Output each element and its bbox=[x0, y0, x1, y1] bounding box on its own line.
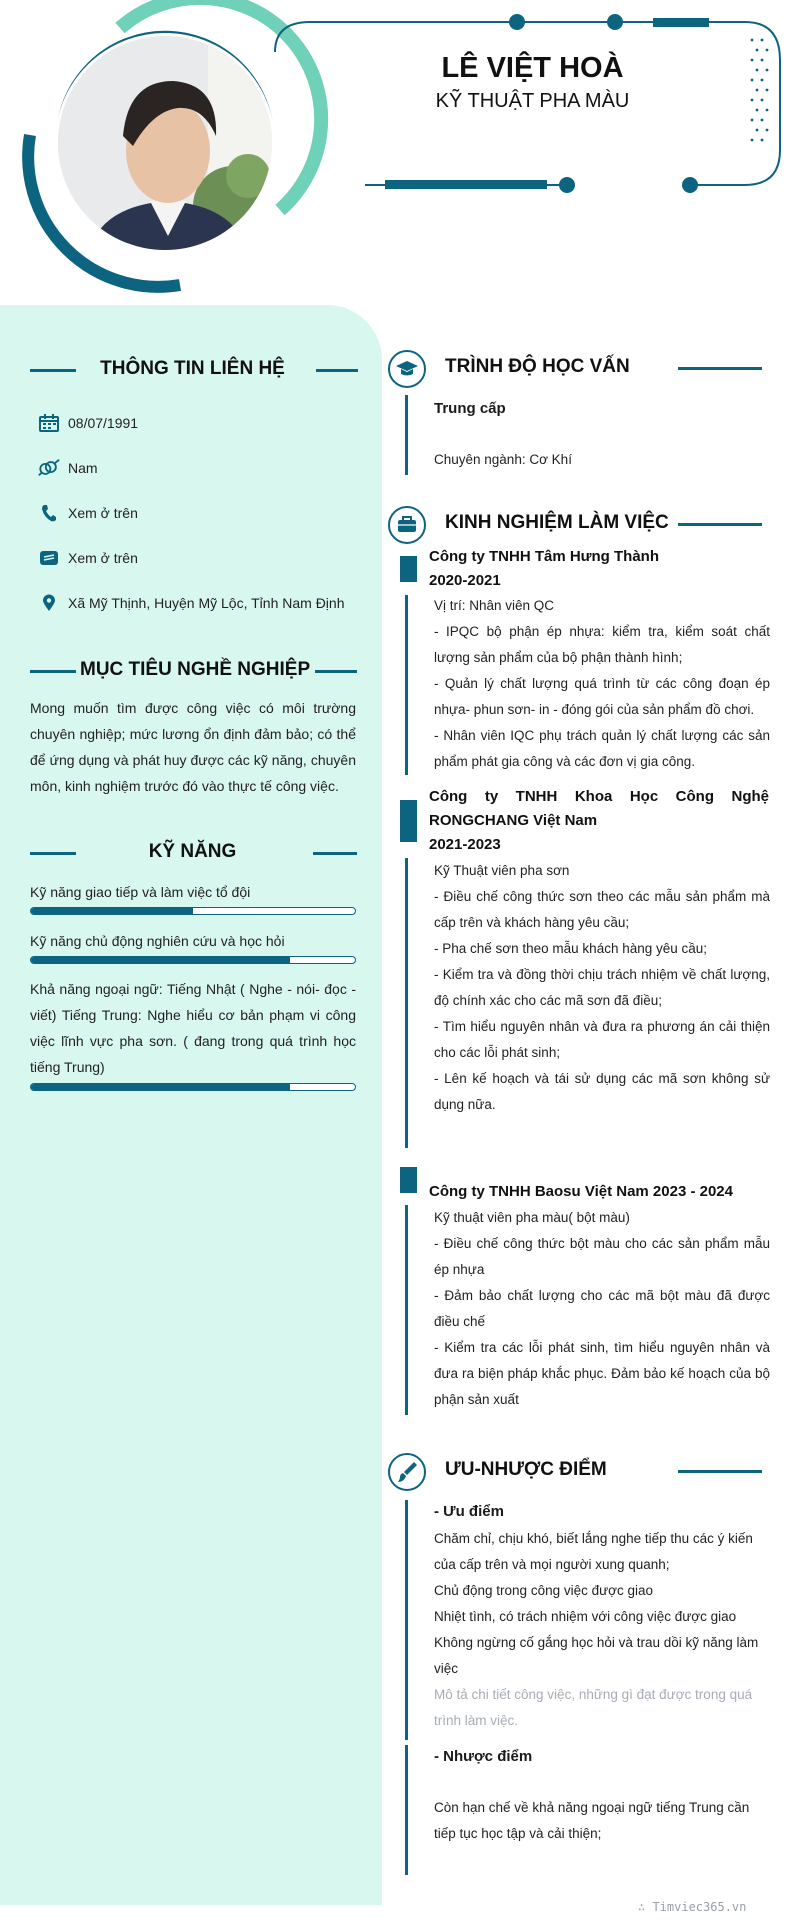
job-line: - Nhân viên IQC phụ trách quản lý chất lượng các sản phẩm phát gia công và các đơn vị gia công. bbox=[434, 728, 770, 769]
job-marker bbox=[400, 1167, 417, 1193]
contact-heading-line-left bbox=[30, 369, 76, 372]
skill-label: Khả năng ngoại ngữ: Tiếng Nhật ( Nghe - nói- đọc - viết) Tiếng Trung: Nghe hiểu cơ bản phạm vi công việc lĩnh vực pha sơn. ( đang trong quá trình học tiếng Trung) bbox=[30, 981, 356, 1075]
experience-icon-circle bbox=[388, 506, 426, 544]
contact-heading-line-right bbox=[316, 369, 358, 372]
job-line: - Quản lý chất lượng quá trình từ các công đoạn ép nhựa- phun sơn- in - đóng gói của sản phẩm đồ chơi. bbox=[434, 676, 770, 717]
objective-heading-line-right bbox=[315, 670, 357, 673]
skills-heading-line-left bbox=[30, 852, 76, 855]
cons-timeline bbox=[405, 1745, 408, 1875]
pros-cons-icon-circle bbox=[388, 1453, 426, 1491]
job-line: - Tìm hiểu nguyên nhân và đưa ra phương án cải thiện cho các lỗi phát sinh; bbox=[434, 1019, 770, 1060]
education-icon-circle bbox=[388, 350, 426, 388]
job-line: - Đảm bảo chất lượng cho các mã bột màu đã được điều chế bbox=[434, 1288, 770, 1329]
education-heading: TRÌNH ĐỘ HỌC VẤN bbox=[445, 356, 630, 377]
pros-item: Nhiệt tình, có trách nhiệm với công việc được giao bbox=[434, 1609, 737, 1624]
education-timeline bbox=[405, 395, 408, 475]
objective-heading-line-left bbox=[30, 670, 76, 673]
job-timeline bbox=[405, 858, 408, 1148]
contact-phone bbox=[38, 504, 138, 522]
phone-icon bbox=[38, 504, 60, 522]
left-panel bbox=[0, 305, 382, 1905]
watermark-text: Timviec365.vn bbox=[652, 1900, 747, 1914]
skill-level-fill bbox=[31, 908, 193, 914]
email-icon bbox=[38, 549, 60, 567]
objective-heading: MỤC TIÊU NGHỀ NGHIỆP bbox=[80, 659, 311, 680]
contact-address bbox=[38, 594, 345, 612]
job-line: Kỹ Thuật viên pha sơn bbox=[434, 863, 570, 878]
education-major: Chuyên ngành: Cơ Khí bbox=[434, 452, 572, 467]
skill-level-fill bbox=[31, 1084, 290, 1090]
birthday-value: 08/07/1991 bbox=[68, 415, 139, 431]
job-line: - Kiểm tra các lỗi phát sinh, tìm hiểu nguyên nhân và đưa ra biện pháp khắc phục. Đảm bảo kế hoạch của bộ phận sản xuất bbox=[434, 1340, 770, 1407]
pros-item: Không ngừng cố gắng học hỏi và trau dồi kỹ năng làm việc bbox=[434, 1635, 759, 1676]
pros-timeline bbox=[405, 1500, 408, 1740]
brush-icon bbox=[390, 1455, 424, 1489]
pros-item: Chủ động trong công việc được giao bbox=[434, 1583, 654, 1598]
cons-label: - Nhược điểm bbox=[434, 1748, 533, 1765]
job-company: Công ty TNHH Baosu Việt Nam 2023 - 2024 bbox=[429, 1183, 733, 1200]
job-line: Kỹ thuật viên pha màu( bột màu) bbox=[434, 1210, 630, 1225]
contact-email bbox=[38, 549, 138, 567]
watermark bbox=[638, 1900, 746, 1914]
experience-heading: KINH NGHIỆM LÀM VIỆC bbox=[445, 512, 669, 533]
skills-heading-line-right bbox=[313, 852, 357, 855]
job-line: - Lên kế hoạch và tái sử dụng các mã sơn không sử dụng nữa. bbox=[434, 1071, 770, 1112]
skill-level-bar bbox=[30, 956, 356, 964]
watermark-icon: ∴ bbox=[638, 1900, 653, 1914]
avatar bbox=[55, 33, 275, 253]
education-heading-line bbox=[678, 367, 762, 370]
skill-level-bar bbox=[30, 1083, 356, 1091]
job-line: - Điều chế công thức bột màu cho các sản phẩm mẫu ép nhựa bbox=[434, 1236, 770, 1277]
job-timeline bbox=[405, 1205, 408, 1415]
job-company: Công ty TNHH Tâm Hưng Thành bbox=[429, 548, 660, 565]
graduation-cap-icon bbox=[390, 352, 424, 386]
job-marker bbox=[400, 556, 417, 582]
phone-value: Xem ở trên bbox=[68, 505, 138, 521]
candidate-name: LÊ VIỆT HOÀ bbox=[441, 52, 624, 84]
job-company: Công ty TNHH Khoa Học Công Nghệ RONGCHANG Việt Nam bbox=[429, 788, 769, 829]
contact-gender bbox=[38, 459, 98, 477]
pros-cons-heading-line bbox=[678, 1470, 762, 1473]
skills-heading: KỸ NĂNG bbox=[148, 841, 237, 862]
job-timeline bbox=[405, 595, 408, 775]
pros-cons-heading: ƯU-NHƯỢC ĐIỂM bbox=[445, 1459, 607, 1480]
gender-value: Nam bbox=[68, 460, 98, 476]
skill-label: Kỹ năng giao tiếp và làm việc tổ đội bbox=[30, 884, 251, 900]
job-line: - Pha chế sơn theo mẫu khách hàng yêu cầu; bbox=[434, 941, 708, 956]
job-marker bbox=[400, 800, 417, 842]
job-line: - Kiểm tra và đồng thời chịu trách nhiệm về chất lượng, độ chính xác cho các mã sơn đã điều; bbox=[434, 967, 770, 1008]
job-title: KỸ THUẬT PHA MÀU bbox=[435, 90, 630, 112]
location-icon bbox=[38, 594, 60, 612]
address-value: Xã Mỹ Thịnh, Huyện Mỹ Lộc, Tỉnh Nam Định bbox=[68, 595, 345, 611]
education-level: Trung cấp bbox=[434, 400, 506, 417]
pros-placeholder: Mô tả chi tiết công việc, những gì đạt được trong quá trình làm việc. bbox=[434, 1687, 753, 1728]
email-value: Xem ở trên bbox=[68, 550, 138, 566]
skill-level-bar bbox=[30, 907, 356, 915]
objective-text: Mong muốn tìm được công việc có môi trường chuyên nghiệp; mức lương ổn định đảm bảo; có thể để ứng dụng và phát huy được các kỹ năng, chuyên môn, kinh nghiệm trước đó vào thực tế công việc. bbox=[30, 700, 356, 794]
job-period: 2021-2023 bbox=[429, 836, 501, 853]
experience-heading-line bbox=[678, 523, 762, 526]
job-line: - IPQC bộ phận ép nhựa: kiểm tra, kiểm soát chất lượng sản phẩm của bộ phận thành hình; bbox=[434, 624, 770, 665]
calendar-icon bbox=[38, 414, 60, 432]
skill-level-fill bbox=[31, 957, 290, 963]
contact-heading: THÔNG TIN LIÊN HỆ bbox=[100, 358, 285, 379]
briefcase-icon bbox=[390, 508, 424, 542]
contact-birthday bbox=[38, 414, 138, 432]
job-line: Vị trí: Nhân viên QC bbox=[434, 598, 555, 613]
skill-label: Kỹ năng chủ động nghiên cứu và học hỏi bbox=[30, 933, 285, 949]
pros-label: - Ưu điểm bbox=[434, 1503, 504, 1520]
job-period: 2020-2021 bbox=[429, 572, 501, 589]
gender-icon bbox=[38, 459, 60, 477]
cons-text: Còn hạn chế về khả năng ngoại ngữ tiếng Trung cần tiếp tục học tập và cải thiện; bbox=[434, 1800, 750, 1841]
pros-item: Chăm chỉ, chịu khó, biết lắng nghe tiếp thu các ý kiến của cấp trên và mọi người xung quanh; bbox=[434, 1531, 753, 1572]
job-line: - Điều chế công thức sơn theo các mẫu sản phẩm mà cấp trên và khách hàng yêu cầu; bbox=[434, 889, 770, 930]
